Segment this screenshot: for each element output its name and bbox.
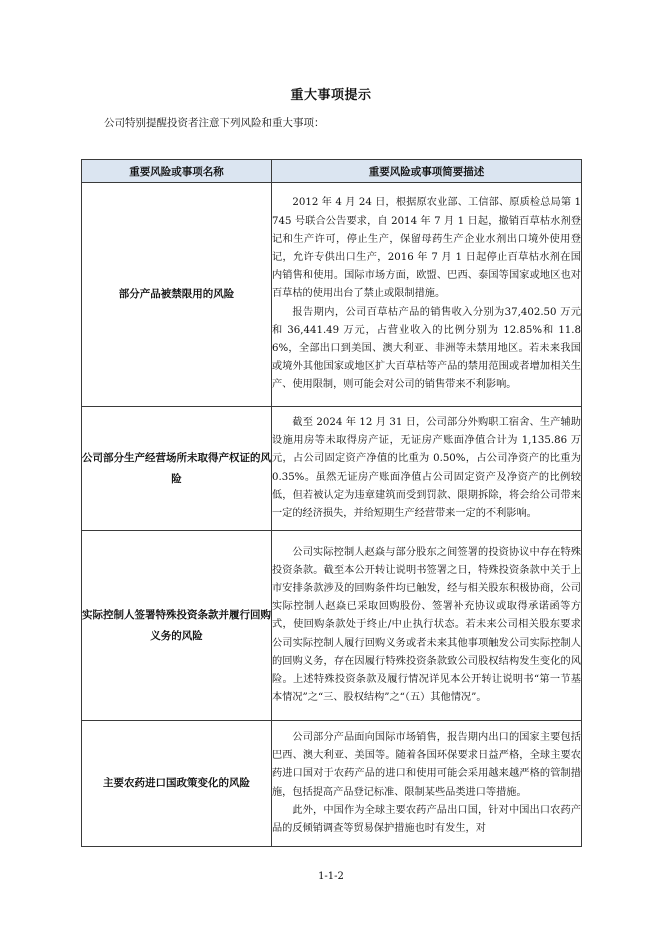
description-paragraph: 此外，中国作为全球主要农药产品出口国，针对中国出口农药产品的反倾销调查等贸易保护措施也时有发生，对 <box>272 804 581 834</box>
risk-name: 部分产品被禁限用的风险 <box>82 183 272 407</box>
page-number: 1-1-2 <box>318 871 344 882</box>
risk-description <box>272 183 582 407</box>
table-header-row <box>82 160 582 183</box>
description-paragraph: 报告期内，公司百草枯产品的销售收入分别为37,402.50 万元和 36,441.49 万元，占营业收入的比例分别为 12.85%和 11.86%，全部出口到美国、澳大利亚、非洲等未禁用地区。若未来我国或境外其他国家或地区扩大百草枯等产品的禁用范围或者增加相关生产、使用限制，则可能会对公司的销售带来不利影响。 <box>272 306 581 391</box>
risk-description <box>272 721 582 847</box>
table-row <box>82 721 582 847</box>
header-risk-desc: 重要风险或事项简要描述 <box>272 160 582 183</box>
description-paragraph: 公司部分产品面向国际市场销售，报告期内出口的国家主要包括巴西、澳大利亚、美国等。随着各国环保要求日益严格，全球主要农药进口国对于农药产品的进口和使用可能会采用越来越严格的管制措施，包括提高产品登记标准、限制某些品类进口等措施。 <box>272 731 581 798</box>
table-row <box>82 531 582 721</box>
risk-name: 主要农药进口国政策变化的风险 <box>82 721 272 847</box>
risk-description <box>272 407 582 531</box>
description-paragraph: 2012 年 4 月 24 日，根据原农业部、工信部、原质检总局第 1745 号联合公告要求，自 2014 年 7 月 1 日起，撤销百草枯水剂登记和生产许可，停止生产，保留母药生产企业水剂出口境外使用登记，允许专供出口生产，2016 年 7 月 1 日起停止百草枯水剂在国内销售和使用。国际市场方面，欧盟、巴西、泰国等国家或地区也对百草枯的使用出台了禁止或限制措施。 <box>272 197 581 300</box>
risk-name: 实际控制人签署特殊投资条款并履行回购义务的风险 <box>82 531 272 721</box>
page-title: 重大事项提示 <box>290 88 372 103</box>
table-row <box>82 183 582 407</box>
risk-table <box>81 159 582 847</box>
risk-description <box>272 531 582 721</box>
risk-name: 公司部分生产经营场所未取得产权证的风险 <box>82 407 272 531</box>
table-row <box>82 407 582 531</box>
description-paragraph: 公司实际控制人赵焱与部分股东之间签署的投资协议中存在特殊投资条款。截至本公开转让说明书签署之日，特殊投资条款中关于上市安排条款涉及的回购条件均已触发，经与相关股东积极协商，公司实际控制人赵焱已采取回购股份、签署补充协议或取得承诺函等方式，使回购条款处于终止/中止执行状态。若未来公司相关股东要求公司实际控制人履行回购义务或者未来其他事项触发公司实际控制人的回购义务，存在因履行特殊投资条款致公司股权结构发生变化的风险。上述特殊投资条款及履行情况详见本公开转让说明书“第一节基本情况”之“三、股权结构”之“（五）其他情况”。 <box>272 546 581 704</box>
description-paragraph: 截至 2024 年 12 月 31 日，公司部分外购职工宿舍、生产辅助设施用房等未取得房产证，无证房产账面净值合计为 1,135.86 万元，占公司固定资产净值的比重为 0.50%，占公司净资产的比重为 0.35%。虽然无证房产账面净值占公司固定资产及净资产的比例较低，但若被认定为违章建筑而受到罚款、限期拆除，将会给公司带来一定的经济损失，并给短期生产经营带来一定的不利影响。 <box>272 416 581 519</box>
intro-text: 公司特别提醒投资者注意下列风险和重大事项： <box>104 117 325 129</box>
header-risk-name: 重要风险或事项名称 <box>82 160 272 183</box>
